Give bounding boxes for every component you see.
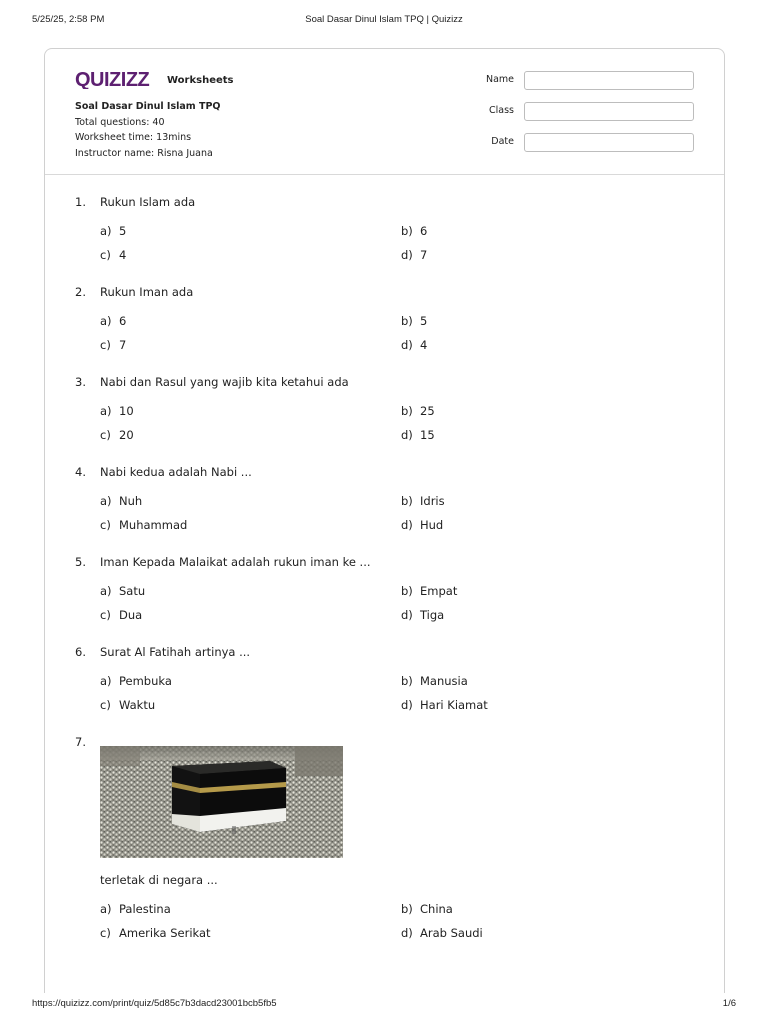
option-a (100, 583, 401, 599)
question-text: Iman Kepada Malaikat adalah rukun iman ke ... (100, 555, 371, 569)
question-text: Rukun Islam ada (100, 195, 196, 209)
quiz-title: Soal Dasar Dinul Islam TPQ (75, 101, 221, 112)
option-b (401, 313, 651, 329)
option-b (401, 223, 651, 239)
answer-options (100, 403, 695, 443)
option-letter: a) (100, 902, 112, 916)
option-c (100, 925, 401, 941)
total-questions: Total questions: 40 (75, 116, 165, 128)
option-letter: c) (100, 338, 111, 352)
question-5 (75, 554, 695, 623)
option-letter: d) (401, 698, 413, 712)
option-d (401, 427, 651, 443)
option-text: 25 (420, 404, 435, 418)
option-letter: c) (100, 428, 111, 442)
option-text: Arab Saudi (420, 926, 483, 940)
option-letter: a) (100, 494, 112, 508)
print-page-title: Soal Dasar Dinul Islam TPQ | Quizizz (305, 14, 463, 25)
option-text: 4 (420, 338, 428, 352)
option-text: 6 (119, 314, 127, 328)
option-text: 5 (119, 224, 127, 238)
option-letter: b) (401, 404, 413, 418)
option-letter: d) (401, 926, 413, 940)
class-field[interactable] (524, 102, 694, 121)
date-label: Date (491, 136, 514, 147)
option-text: Hud (420, 518, 444, 532)
option-letter: d) (401, 428, 413, 442)
worksheet-header (45, 49, 724, 175)
svg-text:QUIZIZZ: QUIZIZZ (75, 69, 150, 89)
answer-options (100, 223, 695, 263)
option-letter: a) (100, 404, 112, 418)
option-text: Tiga (420, 608, 445, 622)
question-6 (75, 644, 695, 713)
print-datetime: 5/25/25, 2:58 PM (32, 14, 105, 25)
question-list (75, 194, 695, 962)
name-field[interactable] (524, 71, 694, 90)
question-1 (75, 194, 695, 263)
question-number: 7. (75, 735, 86, 749)
option-text: Idris (420, 494, 445, 508)
option-text: Empat (420, 584, 458, 598)
answer-options (100, 313, 695, 353)
kaaba-photo (100, 746, 343, 858)
option-b (401, 403, 651, 419)
brand (75, 67, 234, 89)
worksheet-meta (75, 99, 221, 161)
option-text: Hari Kiamat (420, 698, 488, 712)
option-a (100, 223, 401, 239)
option-letter: c) (100, 518, 111, 532)
question-number: 6. (75, 645, 86, 659)
option-text: Waktu (119, 698, 156, 712)
option-d (401, 337, 651, 353)
worksheet (44, 48, 725, 993)
option-letter: c) (100, 608, 111, 622)
question-text: Surat Al Fatihah artinya ... (100, 645, 251, 659)
worksheet-time: Worksheet time: 13mins (75, 132, 192, 143)
option-letter: b) (401, 674, 413, 688)
option-b (401, 583, 651, 599)
option-c (100, 607, 401, 623)
option-text: 5 (420, 314, 428, 328)
option-text: Dua (119, 608, 143, 622)
question-number: 5. (75, 555, 86, 569)
option-text: 10 (119, 404, 134, 418)
option-text: 7 (119, 338, 127, 352)
option-letter: b) (401, 494, 413, 508)
question-7-text: terletak di negara ... (100, 873, 218, 887)
answer-options (100, 673, 695, 713)
option-d (401, 607, 651, 623)
option-text: Muhammad (119, 518, 188, 532)
option-letter: c) (100, 248, 111, 262)
question-text: Rukun Iman ada (100, 285, 194, 299)
question-number: 3. (75, 375, 86, 389)
option-a (100, 493, 401, 509)
option-text: 20 (119, 428, 134, 442)
option-text: 6 (420, 224, 428, 238)
page-number: 1/6 (722, 998, 736, 1009)
option-d (401, 697, 651, 713)
option-text: Pembuka (119, 674, 172, 688)
option-text: Nuh (119, 494, 143, 508)
option-d (401, 517, 651, 533)
option-text: Manusia (420, 674, 468, 688)
question-2 (75, 284, 695, 353)
class-label: Class (489, 105, 514, 116)
option-a (100, 313, 401, 329)
option-letter: b) (401, 584, 413, 598)
option-letter: a) (100, 674, 112, 688)
option-b (401, 901, 651, 917)
option-b (401, 673, 651, 689)
quizizz-logo (75, 69, 161, 89)
option-letter: a) (100, 584, 112, 598)
option-c (100, 697, 401, 713)
option-d (401, 247, 651, 263)
print-footer (32, 998, 736, 1012)
date-field[interactable] (524, 133, 694, 152)
option-letter: c) (100, 698, 111, 712)
option-letter: a) (100, 314, 112, 328)
option-c (100, 247, 401, 263)
question-text: Nabi dan Rasul yang wajib kita ketahui ada (100, 375, 349, 389)
option-text: 7 (420, 248, 428, 262)
option-c (100, 337, 401, 353)
question-number: 2. (75, 285, 86, 299)
question-7 (75, 734, 695, 941)
option-a (100, 403, 401, 419)
option-c (100, 517, 401, 533)
answer-options (100, 493, 695, 533)
brand-subtitle: Worksheets (167, 75, 234, 86)
option-text: China (420, 902, 453, 916)
option-letter: b) (401, 902, 413, 916)
student-fields (484, 71, 694, 164)
option-letter: d) (401, 518, 413, 532)
option-letter: a) (100, 224, 112, 238)
instructor-name: Instructor name: Risna Juana (75, 147, 213, 159)
option-letter: d) (401, 608, 413, 622)
answer-options (100, 583, 695, 623)
print-header (32, 14, 736, 28)
date-field-row (484, 133, 694, 153)
option-letter: c) (100, 926, 111, 940)
question-number: 1. (75, 195, 86, 209)
question-number: 4. (75, 465, 86, 479)
option-a (100, 901, 401, 917)
name-field-row (484, 71, 694, 91)
option-text: 4 (119, 248, 127, 262)
question-3 (75, 374, 695, 443)
option-letter: b) (401, 314, 413, 328)
print-url: https://quizizz.com/print/quiz/5d85c7b3dacd23001bcb5fb5 (32, 998, 277, 1009)
option-d (401, 925, 651, 941)
name-label: Name (485, 74, 514, 85)
answer-options (100, 901, 695, 941)
option-letter: d) (401, 338, 413, 352)
option-a (100, 673, 401, 689)
option-b (401, 493, 651, 509)
option-text: Palestina (119, 902, 171, 916)
option-text: Amerika Serikat (119, 926, 211, 940)
question-text: Nabi kedua adalah Nabi ... (100, 465, 252, 479)
option-text: 15 (420, 428, 435, 442)
class-field-row (484, 102, 694, 122)
option-letter: d) (401, 248, 413, 262)
option-text: Satu (119, 584, 146, 598)
option-c (100, 427, 401, 443)
option-letter: b) (401, 224, 413, 238)
question-4 (75, 464, 695, 533)
